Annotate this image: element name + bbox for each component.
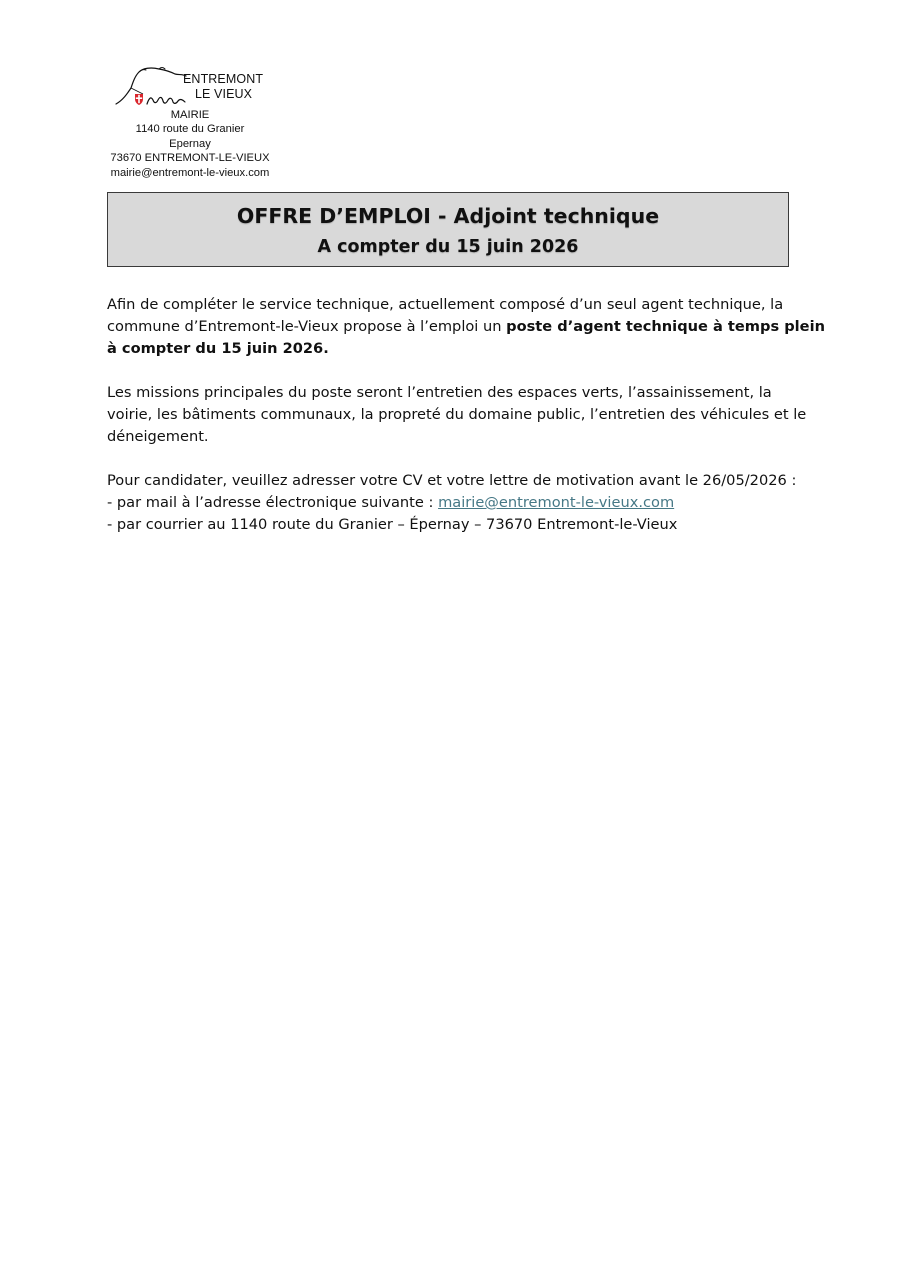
text-line: à compter du 15 juin 2026. xyxy=(107,340,329,357)
text-line: - par courrier au 1140 route du Granier – Épernay – 73670 Entremont-le-Vieux xyxy=(107,516,678,533)
address-email: mairie@entremont-le-vieux.com xyxy=(110,166,270,179)
chamois-mountain-logo-icon xyxy=(113,64,193,108)
address-line: MAIRIE xyxy=(170,109,210,121)
text-line xyxy=(107,492,797,514)
logo-line-1: ENTREMONT xyxy=(183,72,264,86)
missions-paragraph xyxy=(107,382,807,448)
text-line: Pour candidater, veuillez adresser votre CV et votre lettre de motivation avant le 26/05/2026 : xyxy=(107,472,797,489)
page-title: OFFRE D’EMPLOI - Adjoint technique xyxy=(236,204,660,228)
address-line: Epernay xyxy=(169,137,211,150)
text-line: voirie, les bâtiments communaux, la propreté du domaine public, l’entretien des véhicules et le xyxy=(107,406,807,423)
intro-paragraph xyxy=(107,294,825,360)
text-fragment: commune d’Entremont-le-Vieux propose à l’emploi un xyxy=(107,318,507,335)
address-line: 73670 ENTREMONT-LE-VIEUX xyxy=(110,152,270,165)
savoie-cross-icon xyxy=(135,94,143,105)
page-subtitle: A compter du 15 juin 2026 xyxy=(317,237,579,257)
bold-fragment: poste d’agent technique à temps plein xyxy=(506,318,825,335)
text-line: Les missions principales du poste seront l’entretien des espaces verts, l’assainissement, la xyxy=(107,384,772,401)
mairie-address xyxy=(105,108,275,180)
logo xyxy=(105,62,275,108)
application-paragraph xyxy=(107,470,797,536)
offer-body xyxy=(107,294,825,558)
address-line: 1140 route du Granier xyxy=(135,123,245,136)
text-line: déneigement. xyxy=(107,428,209,445)
email-link[interactable]: mairie@entremont-le-vieux.com xyxy=(438,494,675,511)
text-line: Afin de compléter le service technique, actuellement composé d’un seul agent technique, la xyxy=(107,296,784,313)
letterhead xyxy=(105,62,275,180)
logo-line-2: LE VIEUX xyxy=(195,87,253,101)
text-fragment: - par mail à l’adresse électronique suivante : xyxy=(107,494,439,511)
text-line xyxy=(107,316,825,338)
logo-text xyxy=(183,72,263,102)
title-box xyxy=(107,192,789,267)
